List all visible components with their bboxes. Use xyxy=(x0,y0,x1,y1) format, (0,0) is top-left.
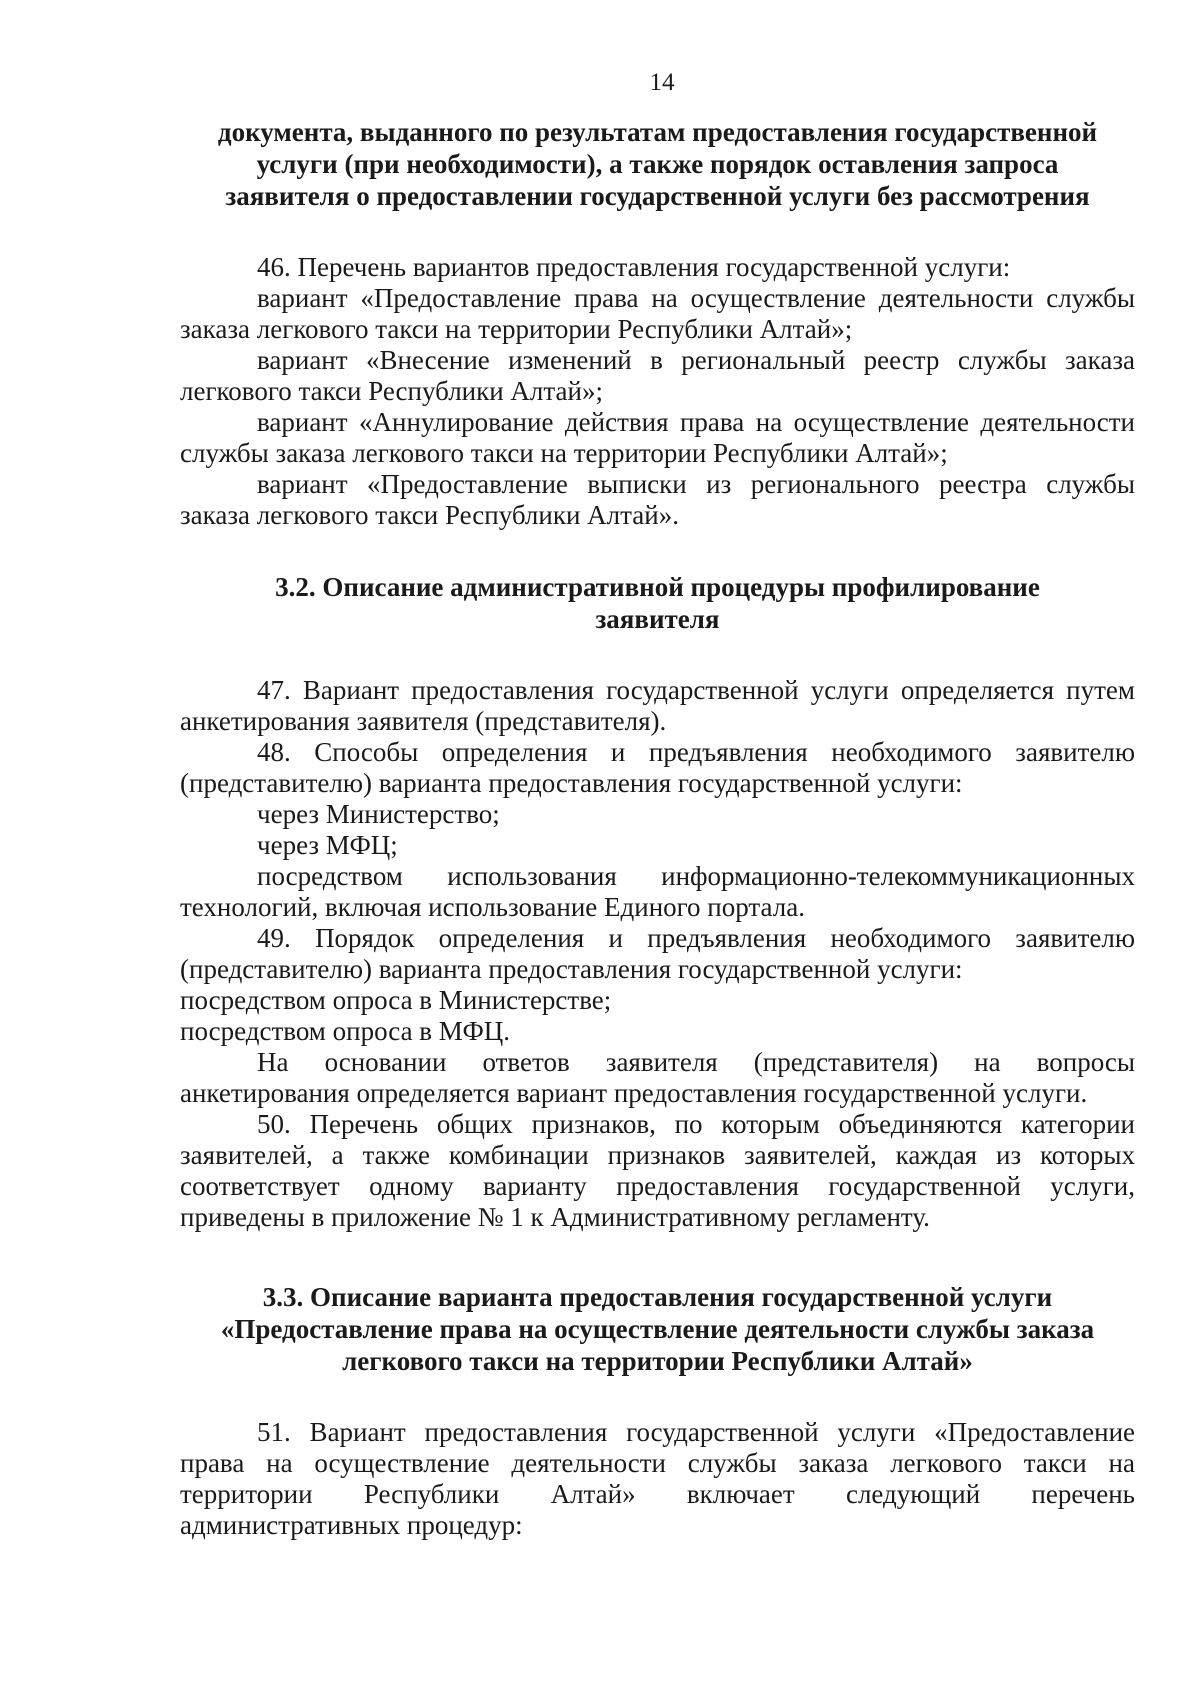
heading-line: «Предоставление права на осуществление деятельности службы заказа xyxy=(220,1314,1095,1344)
paragraph-51: 51. Вариант предоставления государственной услуги «Предоставление права на осуществление деятельности службы заказа легкового такси на территории Республики Алтай» включает следующий перечень административных процедур: xyxy=(180,1417,1135,1540)
paragraph: На основании ответов заявителя (представителя) на вопросы анкетирования определяется вариант предоставления государственной услуги. xyxy=(180,1047,1135,1108)
paragraph: вариант «Внесение изменений в региональный реестр службы заказа легкового такси Республики Алтай»; xyxy=(180,345,1135,406)
paragraph: вариант «Предоставление выписки из регионального реестра службы заказа легкового такси Республики Алтай». xyxy=(180,469,1135,530)
paragraph: посредством опроса в Министерстве; xyxy=(180,985,612,1015)
intro-heading xyxy=(180,116,1135,212)
paragraph: посредством опроса в МФЦ. xyxy=(180,1016,511,1046)
heading-line: 3.2. Описание административной процедуры профилирование xyxy=(275,572,1040,602)
page-content xyxy=(180,116,1135,1541)
heading-line: услуги (при необходимости), а также порядок оставления запроса xyxy=(256,149,1059,179)
heading-line: документа, выданного по результатам предоставления государственной xyxy=(217,117,1098,147)
section-3-2-body xyxy=(180,675,1135,1233)
paragraph: через МФЦ; xyxy=(257,830,398,860)
section-heading-3-2 xyxy=(180,571,1135,635)
heading-line: 3.3. Описание варианта предоставления государственной услуги xyxy=(262,1282,1053,1312)
heading-line: заявителя xyxy=(595,604,720,634)
paragraph: через Министерство; xyxy=(257,799,500,829)
paragraph: посредством использования информационно-телекоммуникационных технологий, включая использование Единого портала. xyxy=(180,861,1135,922)
page-number: 14 xyxy=(649,69,675,96)
paragraph: вариант «Предоставление права на осуществление деятельности службы заказа легкового такси на территории Республики Алтай»; xyxy=(180,283,1135,344)
paragraph: 48. Способы определения и предъявления необходимого заявителю (представителю) варианта предоставления государственной услуги: xyxy=(180,737,1135,798)
section-46 xyxy=(180,252,1135,531)
paragraph: вариант «Аннулирование действия права на осуществление деятельности службы заказа легкового такси на территории Республики Алтай»; xyxy=(180,407,1135,468)
paragraph: 47. Вариант предоставления государственной услуги определяется путем анкетирования заявителя (представителя). xyxy=(180,675,1135,736)
section-heading-3-3 xyxy=(180,1281,1135,1377)
heading-line: заявителя о предоставлении государственной услуги без рассмотрения xyxy=(225,181,1090,211)
heading-line: легкового такси на территории Республики Алтай» xyxy=(342,1346,973,1376)
paragraph: 50. Перечень общих признаков, по которым объединяются категории заявителей, а также комбинации признаков заявителей, каждая из которых соответствует одному варианту предоставления государственной услуги, приведены в приложение № 1 к Административному регламенту. xyxy=(180,1109,1135,1232)
paragraph: 49. Порядок определения и предъявления необходимого заявителю (представителю) варианта предоставления государственной услуги: xyxy=(180,923,1135,984)
paragraph: 46. Перечень вариантов предоставления государственной услуги: xyxy=(257,252,1011,282)
